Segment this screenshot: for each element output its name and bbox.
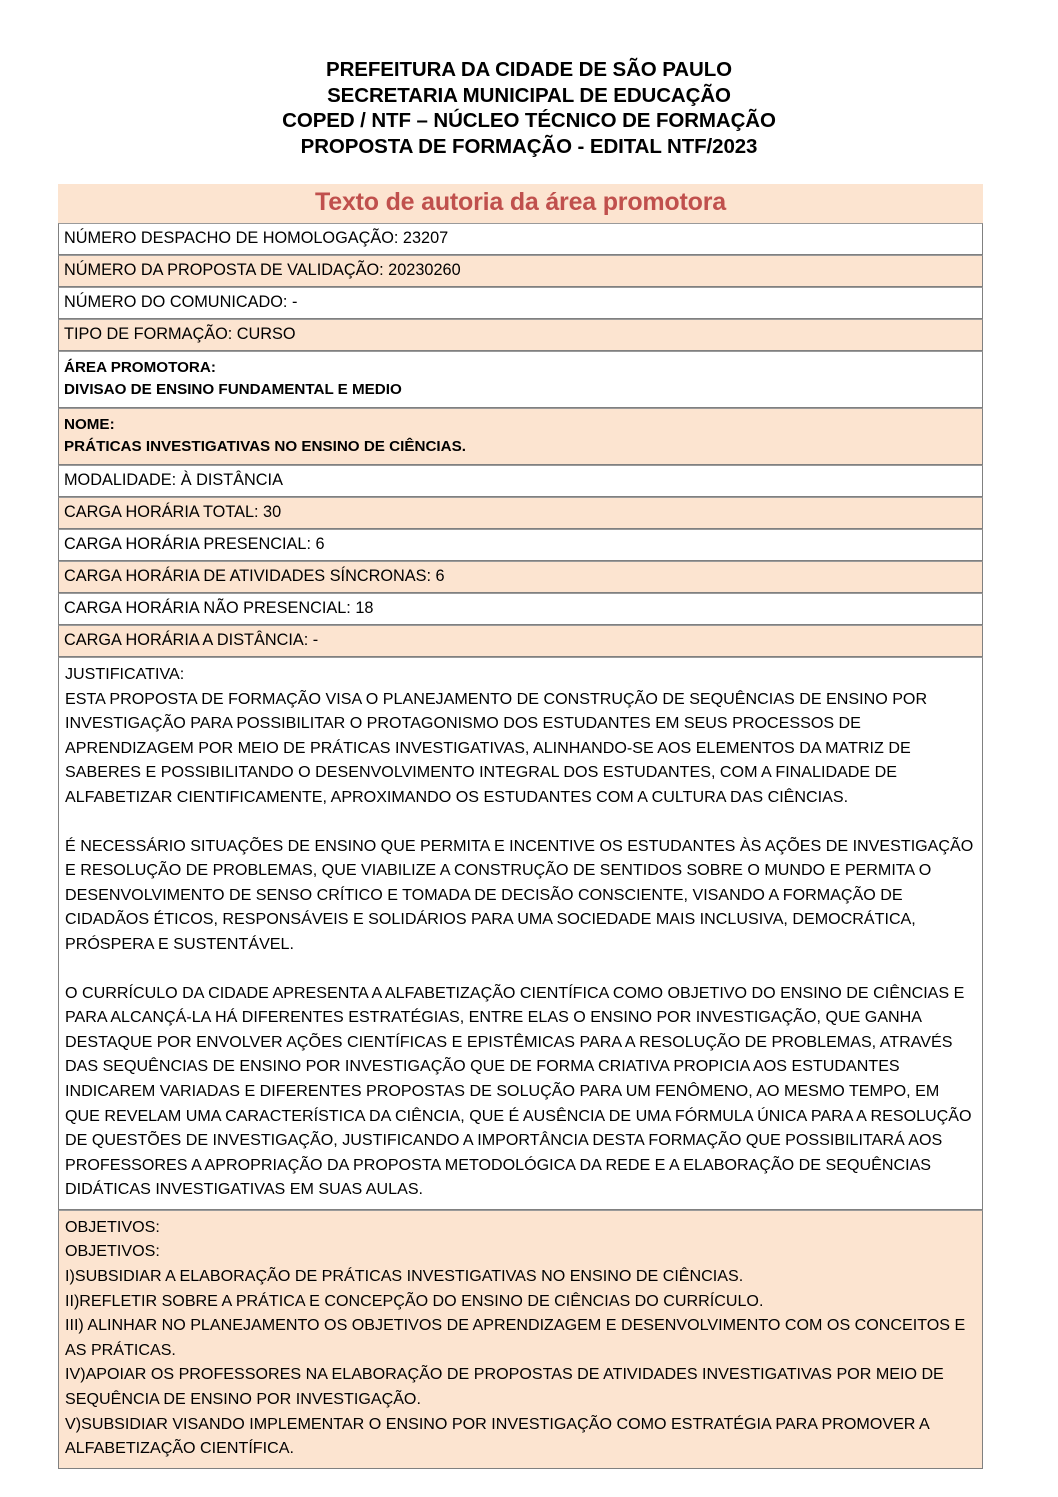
table-row xyxy=(58,593,983,625)
field-area-promotora xyxy=(58,351,983,408)
field-modalidade: MODALIDADE: À DISTÂNCIA xyxy=(58,465,983,497)
field-numero-despacho-homologacao: NÚMERO DESPACHO DE HOMOLOGAÇÃO: 23207 xyxy=(58,223,983,255)
table-row xyxy=(58,223,983,255)
subtitle-text: Texto de autoria da área promotora xyxy=(315,188,726,216)
field-carga-horaria-sincronas: CARGA HORÁRIA DE ATIVIDADES SÍNCRONAS: 6 xyxy=(58,561,983,593)
header-line-secretaria: SECRETARIA MUNICIPAL DE EDUCAÇÃO xyxy=(327,83,731,107)
field-carga-horaria-distancia: CARGA HORÁRIA A DISTÂNCIA: - xyxy=(58,625,983,657)
area-promotora-label: ÁREA PROMOTORA: xyxy=(64,359,216,376)
table-row xyxy=(58,657,983,1210)
objetivos-label: OBJETIVOS: xyxy=(65,1217,160,1236)
table-row xyxy=(58,529,983,561)
field-nome xyxy=(58,408,983,465)
objetivo-item: II)REFLETIR SOBRE A PRÁTICA E CONCEPÇÃO DO ENSINO DE CIÊNCIAS DO CURRÍCULO. xyxy=(65,1291,764,1310)
objetivo-item: I)SUBSIDIAR A ELABORAÇÃO DE PRÁTICAS INVESTIGATIVAS NO ENSINO DE CIÊNCIAS. xyxy=(65,1267,744,1286)
table-row xyxy=(58,497,983,529)
table-row xyxy=(58,1210,983,1469)
objetivos-sublabel: OBJETIVOS: xyxy=(65,1242,160,1261)
subtitle-cell xyxy=(58,184,983,223)
field-numero-comunicado: NÚMERO DO COMUNICADO: - xyxy=(58,287,983,319)
objetivo-item: V)SUBSIDIAR VISANDO IMPLEMENTAR O ENSINO POR INVESTIGAÇÃO COMO ESTRATÉGIA PARA PROMOVER A ALFABETIZAÇÃO CIENTÍFICA. xyxy=(65,1414,929,1458)
justificativa-label: JUSTIFICATIVA: xyxy=(65,665,185,683)
proposal-form-table xyxy=(58,184,983,1469)
field-carga-horaria-presencial: CARGA HORÁRIA PRESENCIAL: 6 xyxy=(58,529,983,561)
table-row xyxy=(58,351,983,408)
header-line-prefeitura: PREFEITURA DA CIDADE DE SÃO PAULO xyxy=(326,58,732,81)
nome-label: NOME: xyxy=(64,416,115,433)
field-tipo-formacao: TIPO DE FORMAÇÃO: CURSO xyxy=(58,319,983,351)
table-row xyxy=(58,287,983,319)
document-header xyxy=(0,0,1058,159)
justificativa-paragraph-1: ESTA PROPOSTA DE FORMAÇÃO VISA O PLANEJAMENTO DE CONSTRUÇÃO DE SEQUÊNCIAS DE ENSINO POR INVESTIGAÇÃO PARA POSSIBILITAR O PROTAGONISMO DOS ESTUDANTES EM SEUS PROCESSOS DE APRENDIZAGEM POR MEIO DE PRÁTICAS INVESTIGATIVAS, ALINHANDO-SE AOS ELEMENTOS DA MATRIZ DE SABERES E POSSIBILITANDO O DESENVOLVIMENTO INTEGRAL DOS ESTUDANTES, COM A FINALIDADE DE ALFABETIZAR CIENTIFICAMENTE, APROXIMANDO OS ESTUDANTES COM A CULTURA DAS CIÊNCIAS. xyxy=(65,689,928,806)
table-row xyxy=(58,408,983,465)
nome-value: PRÁTICAS INVESTIGATIVAS NO ENSINO DE CIÊNCIAS. xyxy=(64,438,466,455)
header-line-coped-ntf: COPED / NTF – NÚCLEO TÉCNICO DE FORMAÇÃO xyxy=(282,109,776,132)
table-row xyxy=(58,465,983,497)
subtitle-row xyxy=(58,184,983,223)
table-row xyxy=(58,319,983,351)
header-line-proposta-edital: PROPOSTA DE FORMAÇÃO - EDITAL NTF/2023 xyxy=(300,134,758,158)
table-row xyxy=(58,255,983,287)
field-numero-proposta-validacao: NÚMERO DA PROPOSTA DE VALIDAÇÃO: 20230260 xyxy=(58,255,983,287)
table-row xyxy=(58,625,983,657)
objetivo-item: III) ALINHAR NO PLANEJAMENTO OS OBJETIVOS DE APRENDIZAGEM E DESENVOLVIMENTO COM OS CONCEITOS E AS PRÁTICAS. xyxy=(65,1316,966,1359)
field-objetivos xyxy=(58,1210,983,1469)
justificativa-paragraph-2: É NECESSÁRIO SITUAÇÕES DE ENSINO QUE PERMITA E INCENTIVE OS ESTUDANTES ÀS AÇÕES DE INVESTIGAÇÃO E RESOLUÇÃO DE PROBLEMAS, QUE VIABILIZE A CONSTRUÇÃO DE SENTIDOS SOBRE O MUNDO E PERMITA O DESENVOLVIMENTO DE SENSO CRÍTICO E TOMADA DE DECISÃO CONSCIENTE, VISANDO A FORMAÇÃO DE CIDADÃOS ÉTICOS, RESPONSÁVEIS E SOLIDÁRIOS PARA UMA SOCIEDADE MAIS INCLUSIVA, DEMOCRÁTICA, PRÓSPERA E SUSTENTÁVEL. xyxy=(65,836,974,953)
field-carga-horaria-total: CARGA HORÁRIA TOTAL: 30 xyxy=(58,497,983,529)
area-promotora-value: DIVISAO DE ENSINO FUNDAMENTAL E MEDIO xyxy=(64,381,402,398)
field-justificativa xyxy=(58,657,983,1210)
justificativa-paragraph-3: O CURRÍCULO DA CIDADE APRESENTA A ALFABETIZAÇÃO CIENTÍFICA COMO OBJETIVO DO ENSINO DE CIÊNCIAS E PARA ALCANÇÁ-LA HÁ DIFERENTES ESTRATÉGIAS, ENTRE ELAS O ENSINO POR INVESTIGAÇÃO, QUE GANHA DESTAQUE POR ENVOLVER AÇÕES CIENTÍFICAS E EPISTÊMICAS PARA A RESOLUÇÃO DE PROBLEMAS, ATRAVÉS DAS SEQUÊNCIAS DE ENSINO POR INVESTIGAÇÃO QUE DE FORMA CRIATIVA PROPICIA AOS ESTUDANTES INDICAREM VARIADAS E DIFERENTES PROPOSTAS DE SOLUÇÃO PARA UM FENÔMENO, AO MESMO TEMPO, EM QUE REVELAM UMA CARACTERÍSTICA DA CIÊNCIA, QUE É AUSÊNCIA DE UMA FÓRMULA ÚNICA PARA A RESOLUÇÃO DE QUESTÕES DE INVESTIGAÇÃO, JUSTIFICANDO A IMPORTÂNCIA DESTA FORMAÇÃO QUE POSSIBILITARÁ AOS PROFESSORES A APROPRIAÇÃO DA PROPOSTA METODOLÓGICA DA REDE E A ELABORAÇÃO DE SEQUÊNCIAS DIDÁTICAS INVESTIGATIVAS EM SUAS AULAS. xyxy=(65,983,972,1199)
table-row xyxy=(58,561,983,593)
objetivo-item: IV)APOIAR OS PROFESSORES NA ELABORAÇÃO DE PROPOSTAS DE ATIVIDADES INVESTIGATIVAS POR MEIO DE SEQUÊNCIA DE ENSINO POR INVESTIGAÇÃO. xyxy=(65,1365,944,1409)
field-carga-horaria-nao-presencial: CARGA HORÁRIA NÃO PRESENCIAL: 18 xyxy=(58,593,983,625)
